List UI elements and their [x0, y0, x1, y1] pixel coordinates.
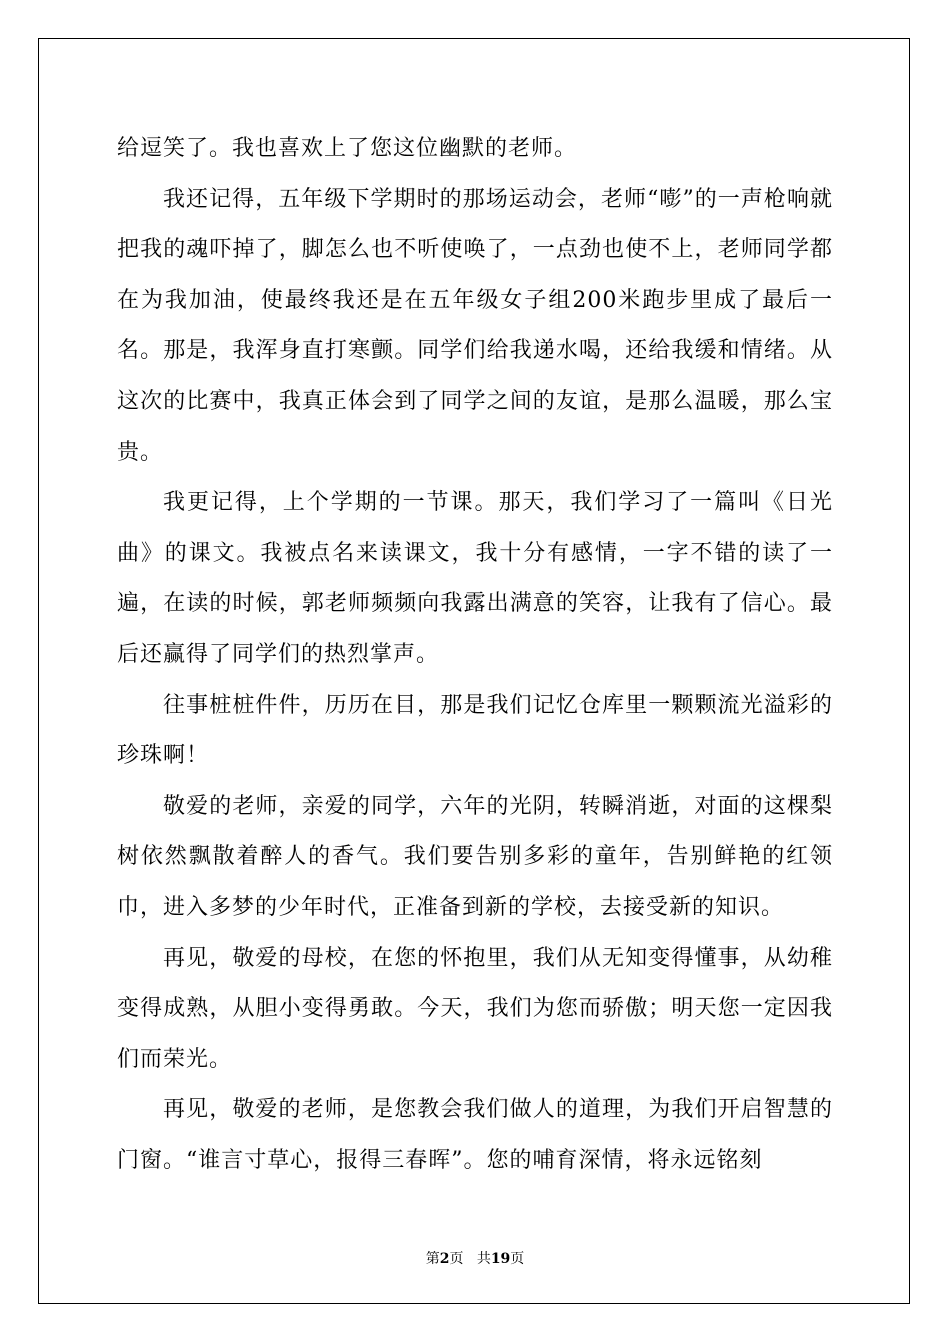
page-footer: [0, 1248, 950, 1268]
footer-prefix: 第: [425, 1251, 440, 1267]
paragraph-1: 给逗笑了。我也喜欢上了您这位幽默的老师。: [117, 136, 578, 161]
document-body: [117, 124, 833, 1186]
paragraph-7: 再见，敬爱的老师，是您教会我们做人的道理，为我们开启智慧的门窗。“谁言寸草心，报得三春晖”。您的哺育深情，将永远铭刻: [117, 1097, 833, 1173]
footer-total-prefix: 共: [476, 1251, 491, 1267]
paragraph-4: 往事桩桩件件，历历在目，那是我们记忆仓库里一颗颗流光溢彩的珍珠啊！: [117, 692, 833, 769]
current-page-number: 2: [439, 1251, 450, 1267]
paragraph-3: 我更记得，上个学期的一节课。那天，我们学习了一篇叫《日光曲》的课文。我被点名来读课文，我十分有感情，一字不错的读了一遍，在读的时候，郭老师频频向我露出满意的笑容，让我有了信心。最后还赢得了同学们的热烈掌声。: [117, 490, 833, 667]
footer-total-suffix: 页: [510, 1251, 525, 1267]
paragraph-5: 敬爱的老师，亲爱的同学，六年的光阴，转瞬消逝，对面的这棵梨树依然飘散着醉人的香气。我们要告别多彩的童年，告别鲜艳的红领巾，进入多梦的少年时代，正准备到新的学校，去接受新的知识。: [117, 793, 833, 920]
paragraph-2: 我还记得，五年级下学期时的那场运动会，老师“嘭”的一声枪响就把我的魂吓掉了，脚怎么也不听使唤了，一点劲也使不上，老师同学都在为我加油，使最终我还是在五年级女子组200米跑步里成了最后一名。那是，我浑身直打寒颤。同学们给我递水喝，还给我缓和情绪。从这次的比赛中，我真正体会到了同学之间的友谊，是那么温暖，那么宝贵。: [117, 186, 833, 465]
footer-page-suffix: 页: [449, 1251, 464, 1267]
total-page-count: 19: [490, 1251, 511, 1267]
paragraph-6: 再见，敬爱的母校，在您的怀抱里，我们从无知变得懂事，从幼稚变得成熟，从胆小变得勇敢。今天，我们为您而骄傲；明天您一定因我们而荣光。: [117, 945, 833, 1072]
